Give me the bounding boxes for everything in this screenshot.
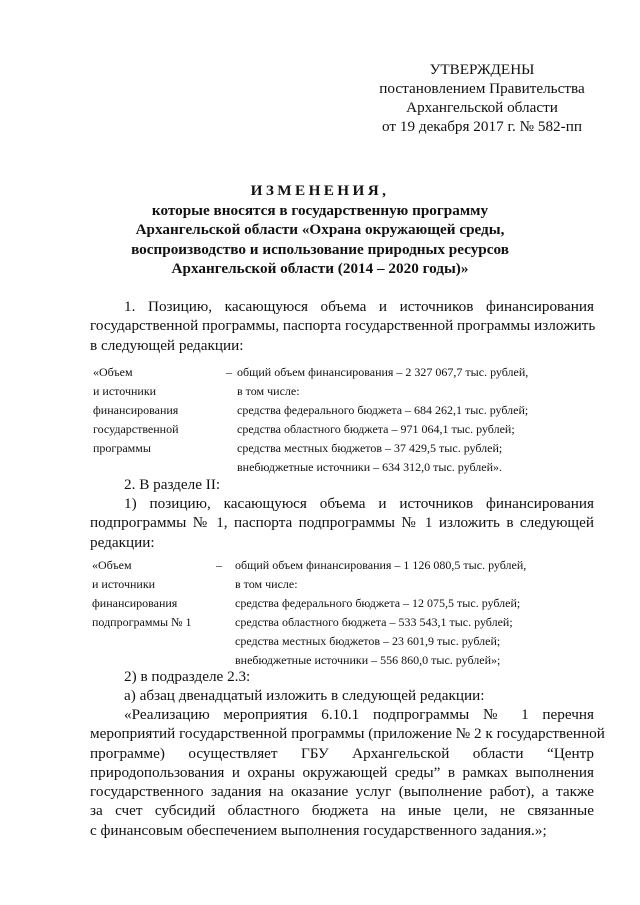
document-title [60,181,580,278]
title-line: Архангельской области (2014 – 2020 годы)» [171,259,469,277]
item-2-2-heading: 2) в подразделе 2.3: [124,668,251,685]
table-label-line: финансирования [92,596,178,610]
paragraph-line: природопользования и охраны окружающей среды” в рамках выполнения [90,763,594,781]
paragraph-line: государственного задания на оказание услуг (выполнение работ), а также [90,783,594,801]
table-value-line: внебюджетные источники – 556 860,0 тыс. рублей»; [235,653,501,667]
table-label-line: и источники [92,577,156,591]
table-value-line: внебюджетные источники – 634 312,0 тыс. рублей». [237,460,503,474]
table-2-values [235,556,526,670]
paragraph-line: редакции: [90,533,155,551]
approval-stamp [352,60,612,136]
item-2-heading: 2. В разделе II: [124,476,221,493]
approval-line: УТВЕРЖДЕНЫ [429,61,535,78]
table-label-line: «Объем [93,365,133,379]
table-value-line: средства федерального бюджета – 12 075,5 тыс. рублей; [235,596,521,610]
item-2-sub1-paragraph [90,494,594,552]
approval-line: постановлением Правительства [379,80,585,97]
table-label-line: «Объем [92,558,132,572]
paragraph-line: подпрограммы № 1, паспорта подпрограммы № 1 изложить в следующей [90,514,594,532]
table-value-line: средства областного бюджета – 971 064,1 тыс. рублей; [237,422,515,436]
table-label-line: программы [93,441,151,455]
paragraph-line: «Реализацию мероприятия 6.10.1 подпрограммы № 1 перечня [124,706,594,723]
quoted-paragraph [90,705,605,840]
table-1-label [93,363,179,458]
table-value-line: средства местных бюджетов – 37 429,5 тыс. рублей; [237,441,503,455]
paragraph-line: мероприятий государственной программы (приложение № 2 к государственной [90,725,605,743]
table-value-line: средства местных бюджетов – 23 601,9 тыс. рублей; [235,634,501,648]
item-2-2-sub-a: а) абзац двенадцатый изложить в следующей редакции: [124,687,485,704]
table-value-line: в том числе: [235,577,298,591]
table-2-label [92,556,192,632]
table-1-dash: – [226,365,232,379]
title-line: Архангельской области «Охрана окружающей среды, [135,221,505,239]
paragraph-line: 1) позицию, касающуюся объема и источников финансирования [124,495,594,512]
table-value-line: средства федерального бюджета – 684 262,1 тыс. рублей; [237,403,529,417]
table-label-line: государственной [93,422,179,436]
paragraph-line: программе) осуществляет ГБУ Архангельской области “Центр [90,744,594,762]
approval-line: Архангельской области [406,99,558,116]
title-line: которые вносятся в государственную программу [151,202,489,220]
item-1-paragraph [90,297,594,355]
title-heading: ИЗМЕНЕНИЯ, [250,182,390,199]
table-value-line: общий объем финансирования – 2 327 067,7 тыс. рублей, [237,365,529,379]
approval-line: от 19 декабря 2017 г. № 582-пп [382,118,582,135]
table-label-line: финансирования [93,403,179,417]
table-1-values [237,363,528,477]
table-label-line: и источники [93,384,157,398]
table-value-line: средства областного бюджета – 533 543,1 тыс. рублей; [235,615,513,629]
paragraph-line: с финансовым обеспечением выполнения государственного задания.»; [90,821,547,839]
table-2-dash: – [216,558,222,572]
table-value-line: в том числе: [237,384,300,398]
paragraph-line: за счет субсидий областного бюджета на иные цели, не связанные [90,802,594,820]
table-value-line: общий объем финансирования – 1 126 080,5 тыс. рублей, [235,558,527,572]
title-line: воспроизводство и использование природных ресурсов [131,240,509,258]
paragraph-line: в следующей редакции: [90,336,244,354]
paragraph-line: государственной программы, паспорта государственной программы изложить [90,317,596,335]
table-label-line: подпрограммы № 1 [92,615,192,629]
paragraph-line: 1. Позицию, касающуюся объема и источников финансирования [124,298,594,315]
